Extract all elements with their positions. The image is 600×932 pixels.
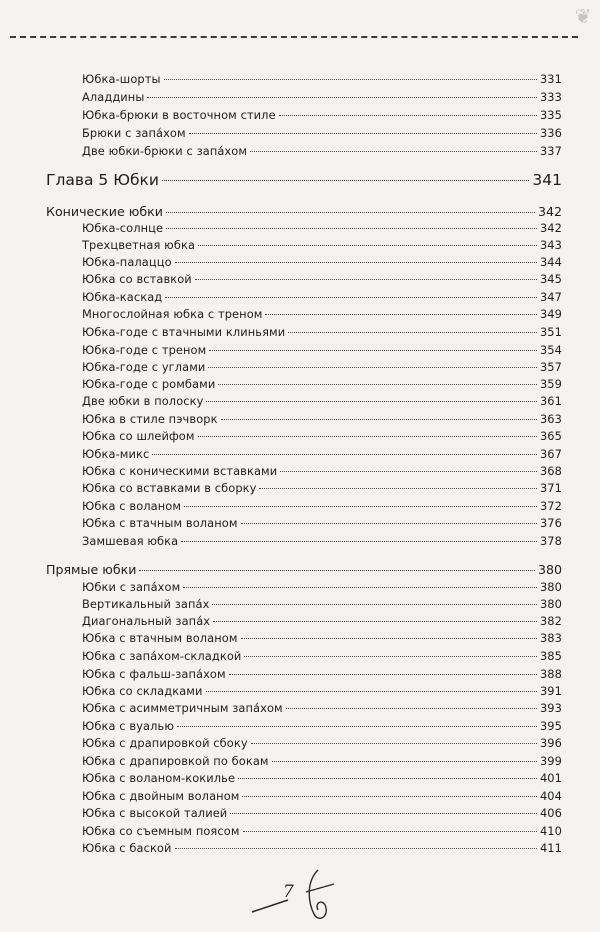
toc-entry[interactable]	[82, 789, 562, 803]
toc-entry-page: 342	[539, 221, 562, 235]
toc-leader	[241, 638, 537, 639]
toc-entry-page: 345	[539, 272, 562, 286]
toc-section-page: 380	[537, 562, 562, 577]
toc-entry[interactable]	[82, 667, 562, 681]
toc-entry-title: Трехцветная юбка	[82, 238, 196, 252]
toc-leader	[177, 726, 537, 727]
toc-leader	[229, 674, 537, 675]
toc-leader	[198, 436, 537, 437]
toc-entry-title: Две юбки-брюки с запа́хом	[82, 144, 248, 158]
toc-entry-title: Юбка-годе с треном	[82, 343, 207, 357]
toc-entry[interactable]	[82, 684, 562, 698]
toc-leader	[208, 367, 537, 368]
toc-entry-title: Две юбки в полоску	[82, 394, 204, 408]
toc-entry-title: Юбки с запа́хом	[82, 580, 181, 594]
toc-entry-page: 380	[539, 597, 562, 611]
toc-entry-title: Юбка с вуалью	[82, 719, 175, 733]
toc-entry-title: Юбка с втачным воланом	[82, 631, 238, 645]
toc-entry-page: 406	[539, 806, 562, 820]
toc-entry-title: Юбка с двойным воланом	[82, 789, 240, 803]
toc-entry-title: Юбка-годе с углами	[82, 360, 206, 374]
toc-entry-page: 331	[539, 72, 562, 86]
toc-leader	[162, 180, 529, 181]
toc-entry-page: 396	[539, 736, 562, 750]
toc-entry[interactable]	[82, 464, 562, 478]
toc-entry[interactable]	[82, 754, 562, 768]
toc-entry[interactable]	[82, 597, 562, 611]
toc-entry-page: 343	[539, 238, 562, 252]
toc-entry-page: 337	[539, 144, 562, 158]
toc-entry[interactable]	[82, 736, 562, 750]
toc-leader	[166, 228, 537, 229]
toc-entry[interactable]	[82, 771, 562, 785]
toc-entry[interactable]	[82, 534, 562, 548]
toc-entry-page: 372	[539, 499, 562, 513]
toc-entry-title: Юбка с драпировкой сбоку	[82, 736, 248, 750]
toc-entry-page: 395	[539, 719, 562, 733]
toc-entry-title: Юбка со складками	[82, 684, 203, 698]
toc-entry-page: 376	[539, 516, 562, 530]
toc-entry-title: Юбка с запа́хом-складкой	[82, 649, 242, 663]
toc-entry-title: Юбка-годе с втачными клиньями	[82, 325, 286, 339]
toc-entry-title: Юбка в стиле пэчворк	[82, 412, 218, 426]
toc-leader	[279, 115, 537, 116]
toc-entry-page: 354	[539, 343, 562, 357]
toc-entry-page: 344	[539, 255, 562, 269]
corner-ornament-icon: ❦	[574, 4, 592, 28]
toc-leader	[212, 604, 537, 605]
toc-section[interactable]	[46, 562, 562, 577]
toc-leader	[238, 778, 537, 779]
toc-entry[interactable]	[82, 841, 562, 855]
toc-entry-page: 351	[539, 325, 562, 339]
toc-entry-page: 401	[539, 771, 562, 785]
toc-entry-page: 410	[539, 824, 562, 838]
toc-entry[interactable]	[82, 72, 562, 86]
toc-leader	[209, 350, 537, 351]
toc-entry-page: 368	[539, 464, 562, 478]
toc-entry[interactable]	[82, 631, 562, 645]
toc-entry-page: 361	[539, 394, 562, 408]
toc-leader	[206, 401, 537, 402]
toc-entry[interactable]	[82, 499, 562, 513]
toc-leader	[164, 79, 537, 80]
toc-entry[interactable]	[82, 719, 562, 733]
toc-entry-title: Многослойная юбка с треном	[82, 307, 263, 321]
toc-entry-title: Юбка со съемным поясом	[82, 824, 240, 838]
toc-entry-page: 363	[539, 412, 562, 426]
toc-entry-page: 382	[539, 614, 562, 628]
toc-leader	[139, 570, 535, 571]
toc-entry-page: 404	[539, 789, 562, 803]
toc-section-title: Прямые юбки	[46, 562, 137, 577]
toc-leader	[221, 419, 537, 420]
toc-leader	[242, 796, 537, 797]
toc-entry-page: 399	[539, 754, 562, 768]
toc-leader	[272, 761, 537, 762]
toc-section-page: 342	[537, 204, 562, 219]
toc-leader	[206, 691, 537, 692]
toc-entry[interactable]	[82, 144, 562, 158]
toc-entry-title: Юбка с драпировкой по бокам	[82, 754, 269, 768]
page-number: 7	[283, 882, 294, 902]
toc-entry-title: Юбка-микс	[82, 447, 150, 461]
toc-entry-title: Аладдины	[82, 90, 145, 104]
toc-leader	[230, 813, 537, 814]
top-dashed-line	[10, 36, 578, 38]
toc-entry-title: Юбка со вставкой	[82, 272, 192, 286]
toc-entry[interactable]	[82, 307, 562, 321]
toc-entry-title: Юбка с втачным воланом	[82, 516, 238, 530]
toc-leader	[189, 133, 537, 134]
toc-entry[interactable]	[82, 325, 562, 339]
toc-leader	[175, 262, 537, 263]
toc-entry-title: Юбка-брюки в восточном стиле	[82, 108, 276, 122]
toc-entry[interactable]	[82, 272, 562, 286]
toc-entry-page: 335	[539, 108, 562, 122]
toc-entry-title: Юбка со вставками в сборку	[82, 481, 257, 495]
toc-leader	[265, 314, 536, 315]
toc-entry[interactable]	[82, 447, 562, 461]
toc-leader	[213, 621, 537, 622]
toc-entry[interactable]	[82, 649, 562, 663]
toc-entry[interactable]	[82, 394, 562, 408]
toc-entry-title: Брюки с запа́хом	[82, 126, 186, 140]
toc-entry-page: 359	[539, 377, 562, 391]
toc-entry-title: Юбка с воланом-кокилье	[82, 771, 236, 785]
toc-entry-page: 333	[539, 90, 562, 104]
toc-leader	[280, 471, 537, 472]
handwritten-mark-icon	[248, 862, 358, 924]
toc-leader	[244, 656, 537, 657]
toc-entry[interactable]	[82, 412, 562, 426]
toc-entry[interactable]	[82, 108, 562, 122]
toc-entry[interactable]	[82, 90, 562, 104]
toc-entry-title: Юбка-палаццо	[82, 255, 172, 269]
toc-entry-title: Юбка-солнце	[82, 221, 164, 235]
toc-entry-page: 380	[539, 580, 562, 594]
toc-entry-title: Юбка с асимметричным запа́хом	[82, 701, 283, 715]
toc-entry-page: 378	[539, 534, 562, 548]
toc-leader	[288, 332, 537, 333]
toc-section-title: Конические юбки	[46, 204, 163, 219]
toc-leader	[241, 523, 537, 524]
toc-leader	[286, 708, 537, 709]
toc-entry[interactable]	[82, 481, 562, 495]
toc-entry-title: Диагональный запа́х	[82, 614, 211, 628]
toc-entry-title: Юбка с высокой талией	[82, 806, 228, 820]
toc-leader	[251, 743, 537, 744]
toc-chapter-page: 341	[532, 171, 562, 189]
toc-entry-page: 388	[539, 667, 562, 681]
toc-entry-page: 336	[539, 126, 562, 140]
toc-entry-page: 393	[539, 701, 562, 715]
toc-leader	[198, 245, 537, 246]
toc-entry-title: Юбка с коническими вставками	[82, 464, 278, 478]
toc-entry-title: Юбка со шлейфом	[82, 429, 195, 443]
toc-entry-page: 391	[539, 684, 562, 698]
toc-chapter[interactable]	[46, 171, 562, 189]
toc-leader	[165, 297, 537, 298]
toc-entry-page: 347	[539, 290, 562, 304]
toc-entry[interactable]	[82, 221, 562, 235]
toc-leader	[166, 212, 535, 213]
toc-leader	[259, 488, 536, 489]
toc-entry-title: Юбка-каскад	[82, 290, 163, 304]
toc-leader	[181, 541, 537, 542]
toc-entry-page: 371	[539, 481, 562, 495]
toc-entry-page: 411	[539, 841, 562, 855]
toc-entry[interactable]	[82, 701, 562, 715]
toc-entry-title: Юбка с фальш-запа́хом	[82, 667, 226, 681]
toc-entry-title: Юбка с воланом	[82, 499, 182, 513]
toc-entry-page: 349	[539, 307, 562, 321]
toc-entry[interactable]	[82, 806, 562, 820]
toc-entry[interactable]	[82, 126, 562, 140]
toc-entry-title: Юбка-годе с ромбами	[82, 377, 216, 391]
toc-leader	[152, 454, 537, 455]
toc-entry-title: Вертикальный запа́х	[82, 597, 210, 611]
toc-entry-page: 365	[539, 429, 562, 443]
toc-entry[interactable]	[82, 360, 562, 374]
toc-leader	[250, 151, 537, 152]
toc-leader	[147, 97, 537, 98]
toc-leader	[183, 587, 537, 588]
toc-entry-title: Юбка с баской	[82, 841, 172, 855]
toc-leader	[184, 506, 537, 507]
toc-entry-page: 367	[539, 447, 562, 461]
toc-entry-page: 383	[539, 631, 562, 645]
toc-entry[interactable]	[82, 255, 562, 269]
toc-leader	[195, 279, 537, 280]
toc-entry-page: 357	[539, 360, 562, 374]
toc-entry[interactable]	[82, 290, 562, 304]
toc-entry[interactable]	[82, 429, 562, 443]
toc-section[interactable]	[46, 204, 562, 219]
toc-entry[interactable]	[82, 824, 562, 838]
toc-entry[interactable]	[82, 377, 562, 391]
toc-entry[interactable]	[82, 238, 562, 252]
toc-leader	[243, 831, 537, 832]
toc-entry[interactable]	[82, 516, 562, 530]
toc-chapter-title: Глава 5 Юбки	[46, 171, 159, 189]
toc-entry[interactable]	[82, 614, 562, 628]
toc-entry-title: Замшевая юбка	[82, 534, 179, 548]
toc-leader	[218, 384, 537, 385]
toc-leader	[175, 848, 537, 849]
toc-entry[interactable]	[82, 580, 562, 594]
toc-entry[interactable]	[82, 343, 562, 357]
toc-entry-title: Юбка-шорты	[82, 72, 161, 86]
toc-entry-page: 385	[539, 649, 562, 663]
